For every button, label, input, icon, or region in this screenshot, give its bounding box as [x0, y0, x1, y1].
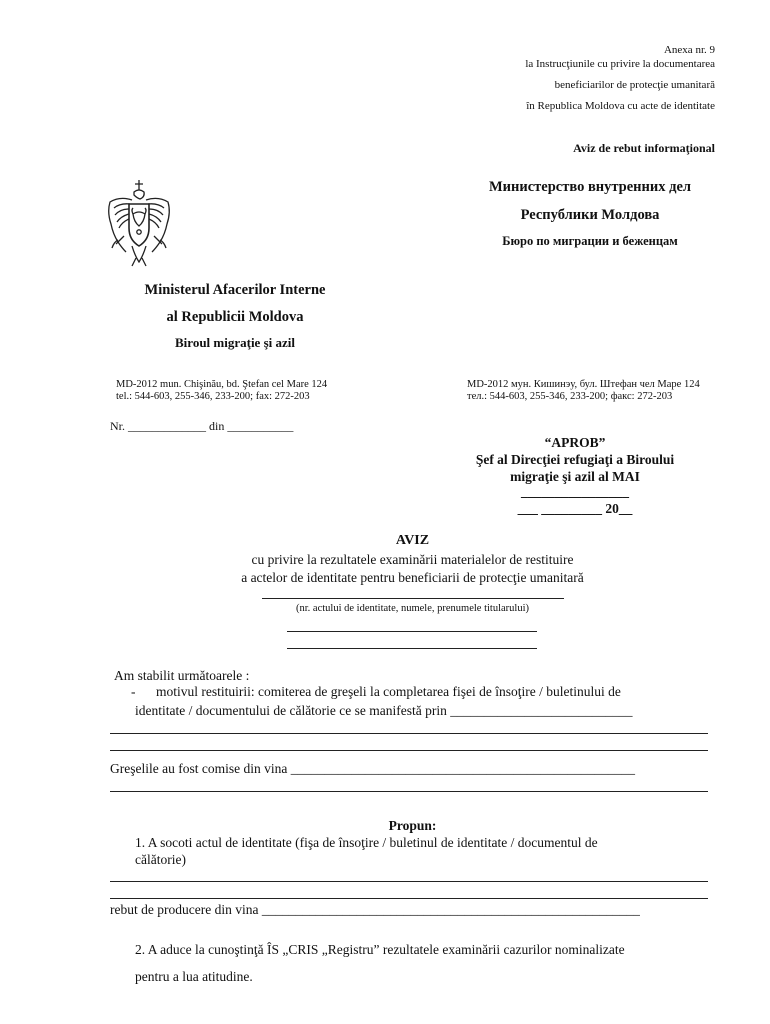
approval-position-line-1: Şef al Direcţiei refugiaţi a Biroului: [475, 452, 675, 467]
ro-republic-name: al Republicii Moldova: [166, 309, 304, 325]
findings-heading: Am stabilit următoarele :: [114, 668, 250, 683]
aviz-title: AVIZ: [395, 533, 430, 548]
reason-line-2[interactable]: identitate / documentului de călătorie ce se manifestă prin ___________________________: [135, 703, 633, 718]
address-ro-line-1: MD-2012 mun. Chişinău, bd. Ştefan cel Mare 124: [116, 379, 328, 390]
approval-title: “APROB”: [544, 435, 606, 450]
annex-line-4: în Republica Moldova cu acte de identitate: [526, 100, 715, 112]
document-type: Aviz de rebut informaţional: [573, 141, 715, 155]
ru-republic-name: Республики Молдова: [520, 207, 660, 223]
address-ru-line-2: тел.: 544-603, 255-346, 233-200; факс: 272-203: [467, 391, 673, 402]
fault-field[interactable]: Greşelile au fost comise din vina ___________________________________________________: [110, 761, 635, 776]
coat-of-arms-icon: [102, 178, 176, 270]
annex-line-3: beneficiarilor de protecţie umanitară: [554, 79, 715, 91]
proposal-2-line-2: pentru a lua atitudine.: [135, 969, 253, 984]
proposal-heading: Propun:: [388, 818, 437, 833]
registration-number-field[interactable]: Nr. _____________ din ___________: [110, 419, 294, 433]
ru-bureau-name: Бюро по миграции и беженцам: [502, 234, 678, 248]
blank-line-1[interactable]: [287, 631, 537, 632]
holder-info-field[interactable]: [262, 598, 564, 599]
holder-info-caption: (nr. actului de identitate, numele, prenumele titularului): [296, 603, 529, 614]
address-ro-line-2: tel.: 544-603, 255-346, 233-200; fax: 272-203: [116, 391, 310, 402]
ro-bureau-name: Biroul migraţie şi azil: [175, 335, 295, 350]
blank-line-2[interactable]: [287, 648, 537, 649]
reason-blank-line-2[interactable]: [110, 750, 708, 751]
aviz-subtitle-line-1: cu privire la rezultatele examinării materialelor de restituire: [251, 552, 574, 567]
approval-signature-field[interactable]: ________________: [521, 484, 629, 499]
reason-line-1: motivul restituirii: comiterea de greşeli la completarea fişei de însoţire / buletinului de: [156, 684, 621, 699]
ro-ministry-name: Ministerul Afacerilor Interne: [144, 282, 326, 298]
annex-line-2: la Instrucţiunile cu privire la documentarea: [525, 58, 715, 70]
reason-blank-line-1[interactable]: [110, 733, 708, 734]
bullet-dash: -: [131, 684, 136, 699]
proposal-2-line-1: 2. A aduce la cunoştinţă ÎS „CRIS „Registru” rezultatele examinării cazurilor nominalizate: [135, 942, 625, 957]
aviz-subtitle-line-2: a actelor de identitate pentru beneficiarii de protecţie umanitară: [241, 570, 584, 585]
approval-position-line-2: migraţie şi azil al MAI: [510, 469, 640, 484]
proposal-blank-line-1[interactable]: [110, 881, 708, 882]
ru-ministry-name: Министерство внутренних дел: [488, 179, 692, 195]
production-fault-field[interactable]: rebut de producere din vina ________________________________________________________: [110, 902, 640, 917]
annex-number: Anexa nr. 9: [663, 44, 715, 56]
approval-date-field[interactable]: ___ _________ 20__: [517, 501, 633, 516]
proposal-blank-line-2[interactable]: [110, 898, 708, 899]
proposal-1-line-2: călătorie): [135, 852, 186, 867]
address-ru-line-1: MD-2012 мун. Кишинэу, бул. Штефан чел Маре 124: [467, 379, 700, 390]
proposal-1-line-1: 1. A socoti actul de identitate (fişa de însoţire / buletinul de identitate / documentul de: [135, 835, 598, 850]
fault-blank-line[interactable]: [110, 791, 708, 792]
